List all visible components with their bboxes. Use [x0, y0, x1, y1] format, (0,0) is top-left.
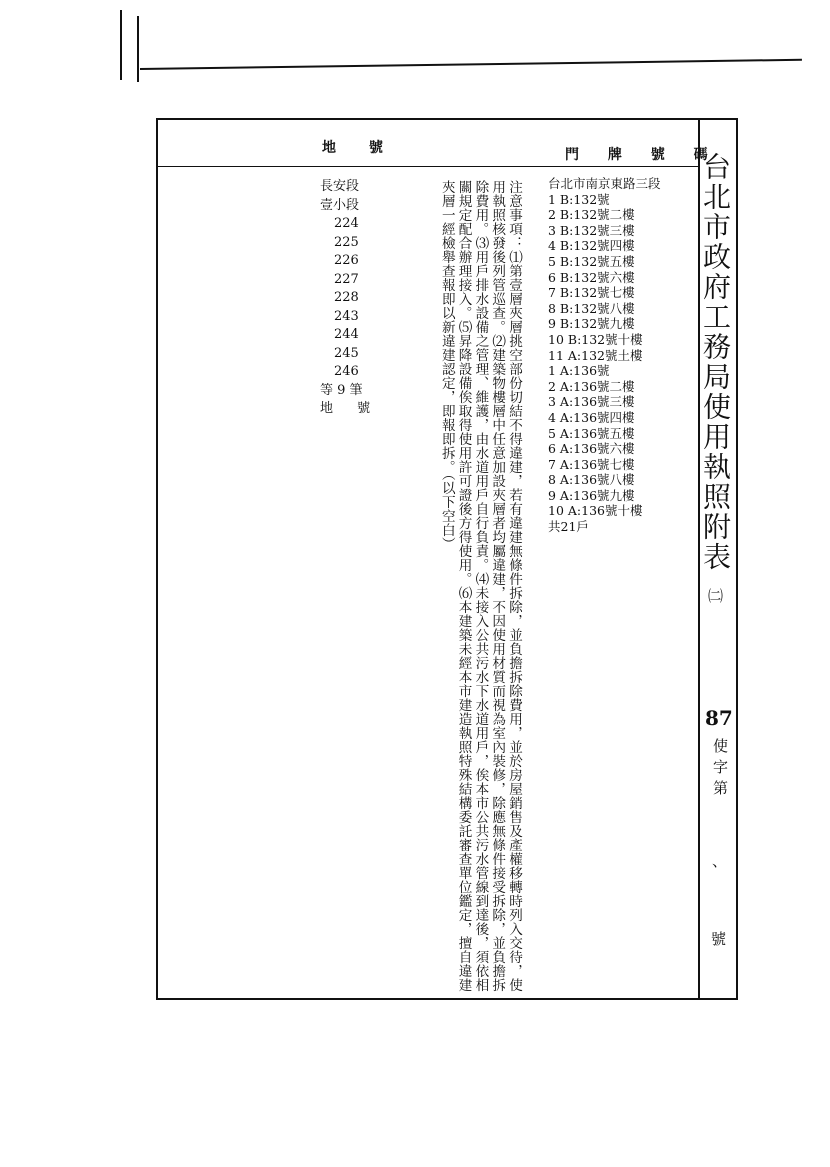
parcel-number: 244: [334, 327, 359, 342]
address-line: 8 A:136號八樓: [548, 472, 635, 488]
parcel-numbers: [320, 215, 380, 382]
notes-text: 注意事項：⑴第壹層夾層挑空部份切結不得違建，若有違建無條件拆除，並負擔拆除費用，並於房屋銷售及產權移轉時列入交待，使用執照核發後列管巡查。⑵建築物樓層中任意加設夾層者均屬違建，不因使用材質而視為室內裝修，除應無條件接受拆除，並負擔拆除費用。⑶用戶排水設備之管理、維護，由水道用戶自行負責。⑷未接入公共污水下水道用戶，俟本市公共污水管線到達後，須依相關規定配合辦理接入。⑸昇降設備俟取得使用許可證後方得使用。⑹本建築未經本市建造執照特殊結構委託審查單位鑑定，擅自違建夾層一經檢舉查報即以新違建認定，即報即拆。（以下空白）: [438, 180, 522, 992]
parcel-count: 等 9 筆: [320, 382, 363, 398]
address-line: 3 A:136號三樓: [548, 394, 635, 410]
parcel-number: 246: [334, 364, 359, 379]
parcel-subsection: 壹小段: [320, 197, 360, 213]
parcel-number: 225: [334, 234, 359, 250]
parcel-number: 226: [334, 253, 359, 268]
address-line: 10 A:136號十樓: [548, 503, 643, 519]
form-title: 台北市政府工務局使用執照附表: [699, 152, 732, 572]
address-lines: [548, 192, 661, 519]
address-line: 7 B:132號七樓: [548, 285, 635, 301]
permit-number: 87: [705, 706, 733, 730]
permit-dot: 、: [712, 852, 728, 870]
address-line: 8 B:132號八樓: [548, 300, 635, 316]
parcel-number: 224: [334, 216, 359, 231]
door-number-header: 門 牌 號 碼: [565, 147, 720, 163]
address-street: 台北市南京東路三段: [548, 176, 661, 191]
title-mark: ㈡: [708, 587, 724, 605]
address-list: [548, 176, 661, 535]
parcel-list: [320, 178, 380, 419]
address-line: 2 B:132號二樓: [548, 207, 635, 223]
address-line: 2 A:136號二樓: [548, 378, 635, 394]
address-line: 9 B:132號九樓: [548, 316, 635, 332]
address-total: 共21戶: [548, 519, 589, 535]
scan-edge-line: [140, 59, 802, 70]
scan-edge-line: [120, 10, 122, 80]
address-line: 3 B:132號三樓: [548, 222, 635, 238]
address-line: 10 B:132號十樓: [548, 331, 643, 347]
parcel-number: 243: [334, 308, 359, 324]
parcel-number: 227: [334, 271, 359, 287]
header-divider: [156, 166, 698, 167]
parcel-section: 長安段: [320, 179, 360, 194]
address-line: 1 A:136號: [548, 363, 610, 379]
address-line: 4 A:136號四樓: [548, 409, 635, 425]
address-line: 6 B:132號六樓: [548, 269, 635, 285]
address-line: 1 B:132號: [548, 191, 610, 207]
parcel-number: 245: [334, 345, 359, 361]
parcel-number: 228: [334, 290, 359, 305]
address-line: 7 A:136號七樓: [548, 456, 635, 472]
address-line: 6 A:136號六樓: [548, 441, 635, 457]
address-line: 5 B:132號五樓: [548, 253, 635, 269]
parcel-footer: 地 號: [320, 401, 381, 416]
address-line: 5 A:136號五樓: [548, 425, 635, 441]
address-line: 4 B:132號四樓: [548, 238, 635, 254]
address-line: 11 A:132號土樓: [548, 347, 643, 363]
land-number-header: 地 號: [322, 140, 397, 156]
permit-label: 使字第: [711, 738, 729, 801]
scan-edge-line: [137, 16, 139, 82]
address-line: 9 A:136號九樓: [548, 487, 635, 503]
permit-suffix: 號: [711, 930, 727, 948]
